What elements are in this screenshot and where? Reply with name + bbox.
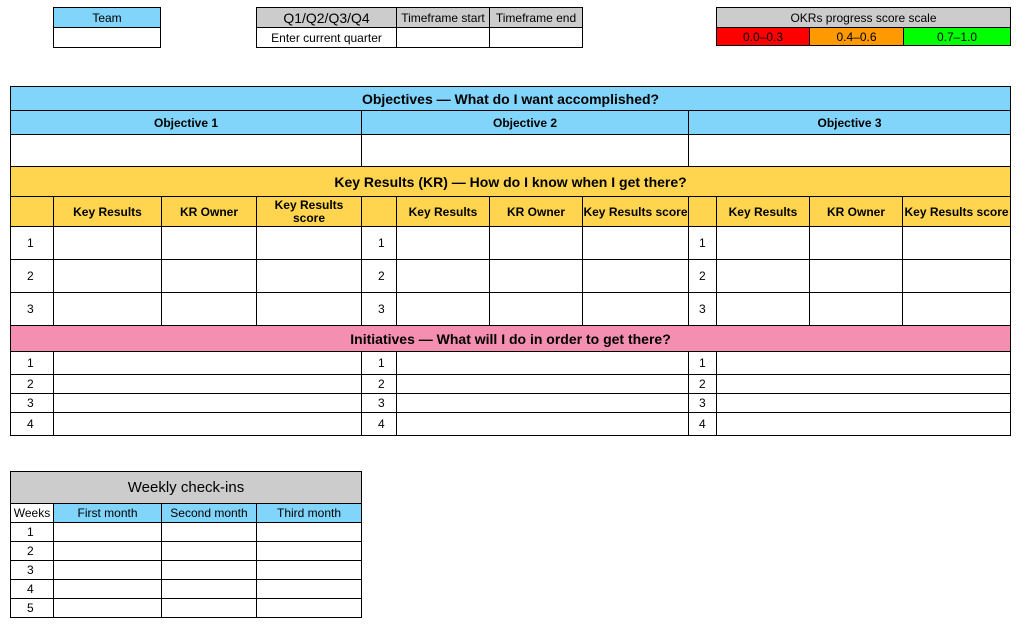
key-results-title: Key Results (KR) — How do I know when I get there? bbox=[11, 167, 1011, 197]
kr-score-cell[interactable] bbox=[257, 293, 362, 326]
kr-cell[interactable] bbox=[54, 293, 162, 326]
kr-row-number: 1 bbox=[11, 227, 54, 260]
kr-owner-cell[interactable] bbox=[162, 260, 257, 293]
initiative-row bbox=[11, 375, 1011, 394]
kr-owner-cell[interactable] bbox=[490, 260, 583, 293]
initiative-number: 4 bbox=[11, 413, 54, 436]
objectives-title: Objectives — What do I want accomplished? bbox=[11, 87, 1011, 111]
initiative-cell[interactable] bbox=[717, 352, 1011, 375]
kr-owner-header: KR Owner bbox=[490, 197, 583, 227]
kr-row bbox=[11, 227, 1011, 260]
initiative-number: 1 bbox=[11, 352, 54, 375]
week-number: 2 bbox=[11, 542, 54, 561]
initiative-number: 3 bbox=[362, 394, 397, 413]
week-cell[interactable] bbox=[54, 599, 162, 618]
score-scale-table bbox=[716, 7, 1011, 46]
kr-blank-header bbox=[11, 197, 54, 227]
kr-row bbox=[11, 293, 1011, 326]
scale-mid: 0.4–0.6 bbox=[810, 28, 904, 46]
week-cell[interactable] bbox=[257, 542, 362, 561]
timeframe-start-header: Timeframe start bbox=[397, 8, 490, 28]
kr-owner-cell[interactable] bbox=[810, 227, 903, 260]
kr-owner-cell[interactable] bbox=[810, 260, 903, 293]
second-month-header: Second month bbox=[162, 504, 257, 523]
initiative-cell[interactable] bbox=[397, 394, 689, 413]
kr-blank-header bbox=[362, 197, 397, 227]
week-cell[interactable] bbox=[257, 580, 362, 599]
kr-row-number: 2 bbox=[689, 260, 717, 293]
kr-blank-header bbox=[689, 197, 717, 227]
objective-2-input[interactable] bbox=[362, 135, 689, 167]
initiative-row bbox=[11, 352, 1011, 375]
objective-2-header: Objective 2 bbox=[362, 111, 689, 135]
kr-score-cell[interactable] bbox=[257, 260, 362, 293]
kr-score-cell[interactable] bbox=[583, 227, 689, 260]
initiative-cell[interactable] bbox=[54, 352, 362, 375]
quarter-header: Q1/Q2/Q3/Q4 bbox=[257, 8, 397, 28]
week-number: 1 bbox=[11, 523, 54, 542]
kr-score-header: Key Results score bbox=[583, 197, 689, 227]
initiative-cell[interactable] bbox=[717, 394, 1011, 413]
initiative-number: 2 bbox=[689, 375, 717, 394]
kr-row-number: 2 bbox=[11, 260, 54, 293]
weekly-checkins-table bbox=[10, 471, 362, 618]
kr-row bbox=[11, 260, 1011, 293]
week-cell[interactable] bbox=[162, 580, 257, 599]
objective-1-header: Objective 1 bbox=[11, 111, 362, 135]
kr-owner-cell[interactable] bbox=[162, 293, 257, 326]
objective-3-header: Objective 3 bbox=[689, 111, 1011, 135]
initiative-number: 2 bbox=[11, 375, 54, 394]
week-cell[interactable] bbox=[257, 523, 362, 542]
kr-cell[interactable] bbox=[54, 260, 162, 293]
kr-cell[interactable] bbox=[717, 293, 810, 326]
week-cell[interactable] bbox=[54, 523, 162, 542]
weekly-title: Weekly check-ins bbox=[11, 472, 362, 504]
initiative-cell[interactable] bbox=[54, 394, 362, 413]
week-cell[interactable] bbox=[54, 542, 162, 561]
week-cell[interactable] bbox=[54, 580, 162, 599]
scale-high: 0.7–1.0 bbox=[904, 28, 1011, 46]
kr-owner-cell[interactable] bbox=[810, 293, 903, 326]
kr-owner-header: KR Owner bbox=[162, 197, 257, 227]
kr-cell[interactable] bbox=[54, 227, 162, 260]
objective-1-input[interactable] bbox=[11, 135, 362, 167]
week-cell[interactable] bbox=[162, 599, 257, 618]
score-scale-title: OKRs progress score scale bbox=[717, 8, 1011, 28]
kr-header: Key Results bbox=[54, 197, 162, 227]
initiative-cell[interactable] bbox=[397, 413, 689, 436]
quarter-input[interactable]: Enter current quarter bbox=[257, 28, 397, 48]
okr-main-table bbox=[10, 86, 1011, 436]
initiative-number: 3 bbox=[689, 394, 717, 413]
kr-cell[interactable] bbox=[717, 227, 810, 260]
kr-score-cell[interactable] bbox=[583, 260, 689, 293]
initiative-row bbox=[11, 413, 1011, 436]
initiative-number: 4 bbox=[689, 413, 717, 436]
initiatives-title: Initiatives — What will I do in order to get there? bbox=[11, 326, 1011, 352]
kr-row-number: 3 bbox=[689, 293, 717, 326]
kr-header: Key Results bbox=[397, 197, 490, 227]
initiative-row bbox=[11, 394, 1011, 413]
week-number: 4 bbox=[11, 580, 54, 599]
scale-low: 0.0–0.3 bbox=[717, 28, 810, 46]
initiative-number: 3 bbox=[11, 394, 54, 413]
week-number: 5 bbox=[11, 599, 54, 618]
week-cell[interactable] bbox=[162, 523, 257, 542]
kr-cell[interactable] bbox=[397, 260, 490, 293]
kr-score-cell[interactable] bbox=[583, 293, 689, 326]
initiative-number: 4 bbox=[362, 413, 397, 436]
kr-score-cell[interactable] bbox=[903, 260, 1011, 293]
kr-cell[interactable] bbox=[717, 260, 810, 293]
first-month-header: First month bbox=[54, 504, 162, 523]
quarter-table bbox=[256, 7, 583, 48]
kr-score-cell[interactable] bbox=[257, 227, 362, 260]
objective-3-input[interactable] bbox=[689, 135, 1011, 167]
timeframe-start-input[interactable] bbox=[397, 28, 490, 48]
initiative-number: 1 bbox=[689, 352, 717, 375]
week-number: 3 bbox=[11, 561, 54, 580]
week-cell[interactable] bbox=[54, 561, 162, 580]
initiative-cell[interactable] bbox=[397, 352, 689, 375]
initiative-number: 1 bbox=[362, 352, 397, 375]
kr-score-cell[interactable] bbox=[903, 227, 1011, 260]
week-cell[interactable] bbox=[257, 561, 362, 580]
kr-cell[interactable] bbox=[397, 227, 490, 260]
kr-score-header: Key Results score bbox=[903, 197, 1011, 227]
kr-score-cell[interactable] bbox=[903, 293, 1011, 326]
week-row bbox=[11, 561, 362, 580]
week-row bbox=[11, 580, 362, 599]
kr-row-number: 1 bbox=[689, 227, 717, 260]
initiative-cell[interactable] bbox=[54, 375, 362, 394]
week-cell[interactable] bbox=[162, 542, 257, 561]
kr-owner-cell[interactable] bbox=[162, 227, 257, 260]
team-input[interactable] bbox=[54, 28, 161, 48]
timeframe-end-input[interactable] bbox=[490, 28, 583, 48]
kr-header: Key Results bbox=[717, 197, 810, 227]
kr-owner-header: KR Owner bbox=[810, 197, 903, 227]
week-row bbox=[11, 523, 362, 542]
kr-row-number: 3 bbox=[362, 293, 397, 326]
initiative-cell[interactable] bbox=[397, 375, 689, 394]
kr-row-number: 1 bbox=[362, 227, 397, 260]
week-cell[interactable] bbox=[257, 599, 362, 618]
kr-cell[interactable] bbox=[397, 293, 490, 326]
kr-owner-cell[interactable] bbox=[490, 293, 583, 326]
weeks-header: Weeks bbox=[11, 504, 54, 523]
week-row bbox=[11, 542, 362, 561]
initiative-number: 2 bbox=[362, 375, 397, 394]
team-label: Team bbox=[54, 8, 161, 28]
kr-row-number: 3 bbox=[11, 293, 54, 326]
kr-row-number: 2 bbox=[362, 260, 397, 293]
timeframe-end-header: Timeframe end bbox=[490, 8, 583, 28]
kr-score-header: Key Results score bbox=[257, 197, 362, 227]
kr-owner-cell[interactable] bbox=[490, 227, 583, 260]
initiative-cell[interactable] bbox=[717, 413, 1011, 436]
week-cell[interactable] bbox=[162, 561, 257, 580]
week-row bbox=[11, 599, 362, 618]
team-table bbox=[53, 7, 161, 48]
initiative-cell[interactable] bbox=[54, 413, 362, 436]
initiative-cell[interactable] bbox=[717, 375, 1011, 394]
third-month-header: Third month bbox=[257, 504, 362, 523]
